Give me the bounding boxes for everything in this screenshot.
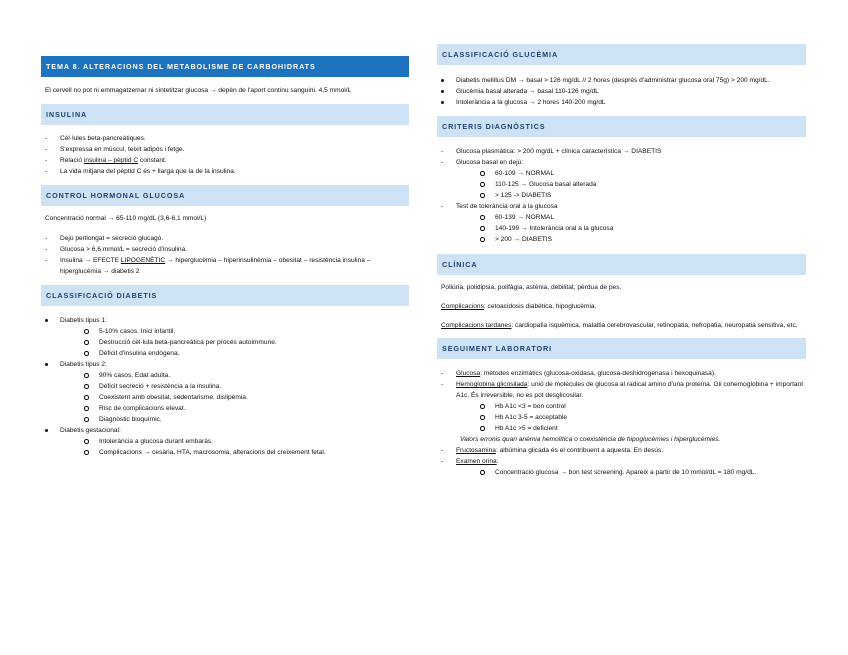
list-item: - Cèl·lules beta-pancreàtiques. (41, 133, 409, 144)
right-column (437, 0, 806, 478)
list-item: Diabetis gestacional: Intolerància a glucosa durant embaràs. Complicacions → cesària, HTA, macrosomia, alteracions del creixement fetal. (41, 425, 409, 458)
intro-text: El cervell no pot ni emmagatzemar ni sintetitzar glucosa → depèn de l'aport continu sanguini. 4,5 mmol/L (45, 87, 352, 94)
sub-list-item: Dèficit d'insulina endògena. (80, 348, 409, 359)
glucemia-list (437, 75, 806, 108)
control-list (41, 233, 409, 277)
list-item: Intolerància a la glucosa → 2 hores 140-200 mg/dL (437, 97, 806, 108)
clinica-complications: Complicacions: cetoacidosis diabètica, hipoglucèmia. (441, 303, 597, 310)
section-heading-criteris: CRITERIS DIAGNÒSTICS (437, 116, 806, 137)
list-item: Diabetis mellitus DM → basal > 126 mg/dL // 2 hores (després d'administrar glucosa oral 75g) > 200 mg/dL. (437, 75, 806, 86)
section-heading-classificacio: CLASSIFICACIÓ DIABETIS (41, 285, 409, 306)
list-item: - Glucosa > 6,6 mmol/L = secreció d'insulina. (41, 244, 409, 255)
list-item: - La vida mitjana del pèptid C és + llarga que la de la insulina. (41, 166, 409, 177)
sub-list-item: 140-199 → Intolerància oral a la glucosa (476, 223, 806, 234)
list-item: - Test de tolerància oral a la glucosa 60-139 → NORMAL 140-199 → Intolerància oral a la glucosa > 200 → DIABETIS (437, 201, 806, 245)
sub-list-item: 110-125 → Glucosa basal alterada (476, 179, 806, 190)
seguiment-list-more (437, 445, 806, 478)
document-title: TEMA 8. ALTERACIONS DEL METABOLISME DE CARBOHIDRATS (41, 56, 409, 77)
clinica-symptoms: Poliúria, polidipsia, polifàgia, astènia, debilitat, pèrdua de pes. (441, 284, 622, 291)
underlined-term: LIPOGENÈTIC (120, 257, 166, 264)
sub-list-item: Intolerància a glucosa durant embaràs. (80, 436, 409, 447)
list-item: - Glucosa plasmàtica: > 200 mg/dL + clínica característica → DIABETIS (437, 146, 806, 157)
hb-error-note: Valors erronis quan anèmia hemolítica o coexistència de hipoglucèmies i hiperglucèmies. (460, 436, 721, 443)
sub-list-item: Hb A1c 3-5 = acceptable (476, 412, 806, 423)
list-item: - Hemoglobina glicosilada: unió de molècules de glucosa al radical amino d'una proteïna. Gli cohemoglobina + important A1c. És irreversible, no es pot desglicosilar. Hb A1c <3 = bon control Hb A1c 3-5 = acceptable Hb A1c >5 = deficient (437, 379, 806, 434)
sub-list-item: Coexistent amb obesitat, sedentarisme, dislipèmia. (80, 392, 409, 403)
list-item: Diabetis tipus 2: 90% casos. Edat adulta. Dèficit secreció + resistència a la insulina. Coexistent amb obesitat, sedentarisme, dislipèmia. Risc de complicacions elevat. Diagnòstic bioquímic. (41, 359, 409, 425)
section-heading-glucemia: CLASSIFICACIÓ GLUCÈMIA (437, 44, 806, 65)
list-item: - Relació insulina – pèptid C constant. (41, 155, 409, 166)
sub-list-item: 5-10% casos. Inici infantil. (80, 326, 409, 337)
list-item: - Fructosamina: albúmina glicada és el contribuent a aquesta. En desús. (437, 445, 806, 456)
list-item: - S'expressa en múscul, teixit adipós i fetge. (41, 144, 409, 155)
section-heading-seguiment: SEGUIMENT LABORATORI (437, 338, 806, 359)
list-item: Diabetis tipus 1: 5-10% casos. Inici infantil. Destrucció cèl·lula beta-pancreàtica per procés autoimmune. Dèficit d'insulina endògena. (41, 315, 409, 359)
list-item: - Glucosa: mètodes enzimàtics (glucosa-oxidasa, glucosa-deshidrogenasa i hexoquinasa). (437, 368, 806, 379)
list-item: - Insulina → EFECTE LIPOGENÈTIC → hiperglucèmia – hiperinsulinèmia – obesitat – resistència insulina – hiperglucèmia → diabetis 2 (41, 255, 409, 277)
section-heading-insulina: INSULINA (41, 104, 409, 125)
list-item: Glucèmia basal alterada → basal 110-126 mg/dL (437, 86, 806, 97)
underlined-term: insulina – pèptid C (83, 157, 139, 164)
normal-concentration: Concentració normal → 65-110 mg/dL (3,6-6,1 mmol/L) (45, 215, 207, 222)
left-column (41, 0, 409, 458)
sub-list-item: 90% casos. Edat adulta. (80, 370, 409, 381)
section-heading-clinica: CLÍNICA (437, 254, 806, 275)
sub-list-item: Risc de complicacions elevat. (80, 403, 409, 414)
diabetis-types-list (41, 315, 409, 458)
sub-list-item: Concentració glucosa → bon test screening. Apareix a partir de 10 mmol/dL = 180 mg/dL. (476, 467, 806, 478)
section-heading-control: CONTROL HORMONAL GLUCOSA (41, 185, 409, 206)
seguiment-list (437, 368, 806, 434)
sub-list-item: 60-109 → NORMAL (476, 168, 806, 179)
list-item: - Dejú perllongat = secreció glucagó. (41, 233, 409, 244)
list-item: - Examen orina: Concentració glucosa → bon test screening. Apareix a partir de 10 mmol/dL = 180 mg/dL. (437, 456, 806, 478)
sub-list-item: Hb A1c >5 = deficient (476, 423, 806, 434)
list-item: - Glucosa basal en dejú: 60-109 → NORMAL 110-125 → Glucosa basal alterada > 125 -> DIABETIS (437, 157, 806, 201)
sub-list-item: > 200 → DIABETIS (476, 234, 806, 245)
insulina-list (41, 133, 409, 177)
clinica-late-complications: Complicacions tardanes: cardiopatia isquèmica, malaltia cerebrovascular, retinopatia, nefropatia, neuropatia sensitiva, etc. (441, 322, 798, 329)
sub-list-item: > 125 -> DIABETIS (476, 190, 806, 201)
sub-list-item: Destrucció cèl·lula beta-pancreàtica per procés autoimmune. (80, 337, 409, 348)
criteris-list (437, 146, 806, 245)
sub-list-item: Hb A1c <3 = bon control (476, 401, 806, 412)
sub-list-item: 60-139 → NORMAL (476, 212, 806, 223)
sub-list-item: Complicacions → cesària, HTA, macrosomia, alteracions del creixement fetal. (80, 447, 409, 458)
sub-list-item: Dèficit secreció + resistència a la insulina. (80, 381, 409, 392)
sub-list-item: Diagnòstic bioquímic. (80, 414, 409, 425)
